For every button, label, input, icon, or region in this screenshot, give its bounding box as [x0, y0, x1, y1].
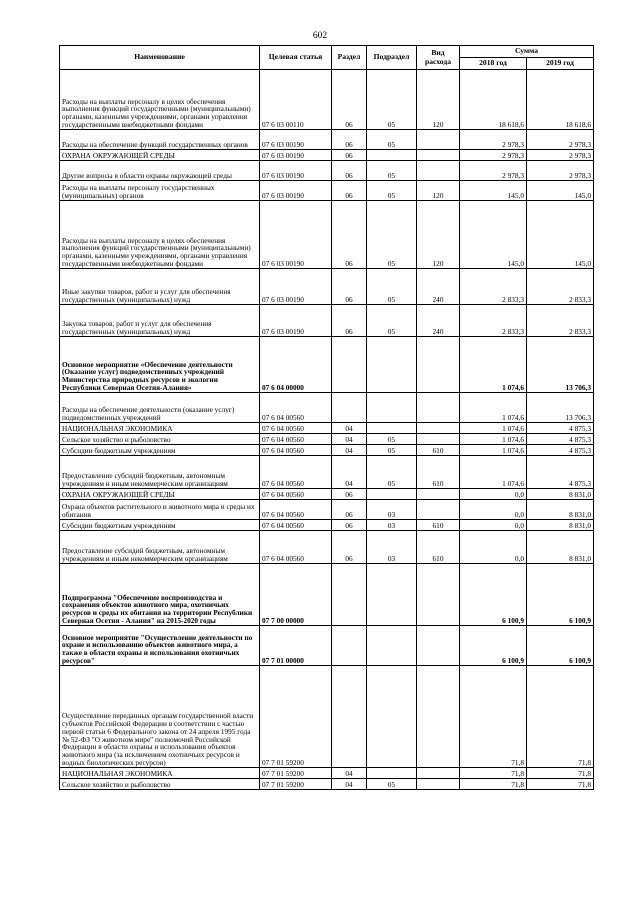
table-row	[60, 626, 594, 666]
cell-2018: 71,8	[460, 768, 527, 779]
header-2018: 2018 год	[460, 58, 527, 70]
cell-target: 07 6 03 00190	[260, 150, 332, 161]
cell-2018: 0,0	[460, 531, 527, 564]
table-row	[60, 445, 594, 456]
cell-subsection: 05	[367, 130, 417, 150]
cell-name: НАЦИОНАЛЬНАЯ ЭКОНОМИКА	[60, 423, 260, 434]
cell-subsection	[367, 626, 417, 666]
cell-target: 07 6 03 00190	[260, 161, 332, 181]
cell-name: Расходы на обеспечение деятельности (оказание услуг) подведомственных учреждений	[60, 393, 260, 423]
cell-vid: 240	[417, 269, 460, 305]
cell-target: 07 6 03 00190	[260, 269, 332, 305]
table-row	[60, 520, 594, 531]
cell-2018: 1 074,6	[460, 423, 527, 434]
cell-name: Расходы на выплаты персоналу государственных (муниципальных) органов	[60, 181, 260, 201]
cell-name: Субсидии бюджетным учреждениям	[60, 445, 260, 456]
cell-2019: 71,8	[527, 779, 594, 790]
cell-vid: 240	[417, 305, 460, 337]
cell-subsection: 05	[367, 161, 417, 181]
cell-name: Расходы на выплаты персоналу в целях обеспечения выполнения функций государственными (муниципальными) органами, казенными учреждениями, органами управления государственными внебюджетными фондами	[60, 70, 260, 130]
cell-section: 06	[332, 520, 367, 531]
cell-section: 06	[332, 181, 367, 201]
cell-2019: 8 831,0	[527, 520, 594, 531]
cell-target: 07 6 04 00560	[260, 500, 332, 520]
cell-2019: 2 833,3	[527, 305, 594, 337]
cell-subsection	[367, 768, 417, 779]
cell-vid	[417, 393, 460, 423]
cell-2018: 1 074,6	[460, 393, 527, 423]
cell-2019: 8 831,0	[527, 500, 594, 520]
cell-2018: 145,0	[460, 181, 527, 201]
cell-target: 07 7 01 00000	[260, 626, 332, 666]
cell-name: Охрана объектов растительного и животного мира и среды их обитания	[60, 500, 260, 520]
cell-target: 07 6 04 00000	[260, 337, 332, 393]
cell-section: 04	[332, 779, 367, 790]
cell-2019: 2 978,3	[527, 130, 594, 150]
cell-2019: 6 100,9	[527, 626, 594, 666]
cell-name: Иные закупки товаров, работ и услуг для обеспечения государственных (муниципальных) нужд	[60, 269, 260, 305]
cell-vid	[417, 768, 460, 779]
cell-name: Предоставление субсидий бюджетным, автономным учреждениям и иным некоммерческим организациям	[60, 456, 260, 489]
cell-target: 07 6 03 00190	[260, 305, 332, 337]
cell-target: 07 6 04 00560	[260, 520, 332, 531]
cell-name: Расходы на выплаты персоналу в целях обеспечения выполнения функций государственными (муниципальными) органами, казенными учреждениями, органами управления государственными внебюджетными фондами	[60, 201, 260, 269]
cell-vid	[417, 434, 460, 445]
cell-2018: 1 074,6	[460, 456, 527, 489]
table-row	[60, 531, 594, 564]
cell-subsection: 05	[367, 70, 417, 130]
header-section: Раздел	[332, 46, 367, 70]
cell-target: 07 7 01 59200	[260, 779, 332, 790]
cell-target: 07 6 04 00560	[260, 434, 332, 445]
cell-2019: 6 100,9	[527, 564, 594, 626]
cell-section	[332, 626, 367, 666]
cell-subsection	[367, 337, 417, 393]
cell-name: Основное мероприятие "Осуществление деятельности по охране и использованию объектов животного мира, а также в области охраны и использования охотничьих ресурсов"	[60, 626, 260, 666]
cell-target: 07 7 01 59200	[260, 666, 332, 768]
cell-section: 04	[332, 423, 367, 434]
cell-vid: 610	[417, 520, 460, 531]
cell-vid	[417, 423, 460, 434]
cell-subsection: 05	[367, 445, 417, 456]
header-name: Наименование	[60, 46, 260, 70]
cell-subsection: 05	[367, 181, 417, 201]
table-row	[60, 201, 594, 269]
table-row	[60, 269, 594, 305]
cell-2018: 71,8	[460, 666, 527, 768]
cell-vid: 610	[417, 456, 460, 489]
cell-target: 07 7 00 00000	[260, 564, 332, 626]
cell-section	[332, 393, 367, 423]
table-row	[60, 564, 594, 626]
cell-section: 06	[332, 305, 367, 337]
cell-name: НАЦИОНАЛЬНАЯ ЭКОНОМИКА	[60, 768, 260, 779]
cell-2018: 1 074,6	[460, 337, 527, 393]
cell-target: 07 6 03 00190	[260, 130, 332, 150]
table-row	[60, 70, 594, 130]
cell-vid: 120	[417, 181, 460, 201]
cell-vid	[417, 489, 460, 500]
cell-section	[332, 666, 367, 768]
cell-vid: 610	[417, 531, 460, 564]
cell-section: 06	[332, 531, 367, 564]
cell-section: 06	[332, 500, 367, 520]
table-row	[60, 489, 594, 500]
cell-2019: 71,8	[527, 768, 594, 779]
cell-vid	[417, 564, 460, 626]
cell-subsection: 05	[367, 305, 417, 337]
cell-name: Предоставление субсидий бюджетным, автономным учреждениям и иным некоммерческим организациям	[60, 531, 260, 564]
cell-2019: 4 875,3	[527, 423, 594, 434]
cell-name: ОХРАНА ОКРУЖАЮЩЕЙ СРЕДЫ	[60, 489, 260, 500]
cell-2018: 0,0	[460, 489, 527, 500]
table-row	[60, 423, 594, 434]
cell-2018: 71,8	[460, 779, 527, 790]
cell-2018: 0,0	[460, 520, 527, 531]
header-2019: 2019 год	[527, 58, 594, 70]
table-row	[60, 305, 594, 337]
header-sum: Сумма	[460, 46, 594, 58]
cell-section	[332, 337, 367, 393]
cell-section: 06	[332, 161, 367, 181]
table-row	[60, 161, 594, 181]
header-target: Целевая статья	[260, 46, 332, 70]
cell-2019: 145,0	[527, 201, 594, 269]
cell-section: 06	[332, 269, 367, 305]
cell-vid	[417, 666, 460, 768]
cell-2018: 2 978,3	[460, 161, 527, 181]
cell-target: 07 6 03 00190	[260, 181, 332, 201]
cell-name: Субсидии бюджетным учреждениям	[60, 520, 260, 531]
cell-subsection: 05	[367, 434, 417, 445]
budget-table	[59, 45, 594, 790]
cell-2018: 1 074,6	[460, 434, 527, 445]
cell-2019: 8 831,0	[527, 489, 594, 500]
cell-vid: 120	[417, 70, 460, 130]
cell-subsection: 03	[367, 531, 417, 564]
cell-2018: 6 100,9	[460, 626, 527, 666]
cell-subsection: 03	[367, 500, 417, 520]
page-number: 602	[312, 31, 328, 41]
header-subsection: Подраздел	[367, 46, 417, 70]
cell-section: 06	[332, 130, 367, 150]
cell-subsection: 05	[367, 779, 417, 790]
cell-name: Основное мероприятие «Обеспечение деятельности (Оказание услуг) подведомственных учреждений Министерства природных ресурсов и экологии Республики Северная Осетия-Алания»	[60, 337, 260, 393]
cell-subsection: 05	[367, 456, 417, 489]
cell-2019: 2 833,3	[527, 269, 594, 305]
cell-subsection	[367, 393, 417, 423]
cell-subsection: 03	[367, 520, 417, 531]
cell-name: Закупка товаров, работ и услуг для обеспечения государственных (муниципальных) нужд	[60, 305, 260, 337]
cell-2019: 71,8	[527, 666, 594, 768]
cell-2019: 13 706,3	[527, 337, 594, 393]
cell-2019: 4 875,3	[527, 456, 594, 489]
cell-2018: 2 978,3	[460, 150, 527, 161]
cell-2019: 8 831,0	[527, 531, 594, 564]
cell-2019: 18 618,6	[527, 70, 594, 130]
cell-target: 07 6 04 00560	[260, 423, 332, 434]
cell-section	[332, 564, 367, 626]
cell-section: 06	[332, 489, 367, 500]
cell-section: 06	[332, 150, 367, 161]
cell-name: Подпрограмма "Обеспечение воспроизводства и сохранения объектов животного мира, охотничьих ресурсов и среды их обитания на территории Республики Северная Осетия - Алания" на 2015-2020 годы	[60, 564, 260, 626]
cell-name: Сельское хозяйство и рыболовство	[60, 434, 260, 445]
cell-2018: 6 100,9	[460, 564, 527, 626]
cell-section: 04	[332, 445, 367, 456]
table-row	[60, 181, 594, 201]
cell-target: 07 6 04 00560	[260, 456, 332, 489]
cell-vid	[417, 779, 460, 790]
cell-vid	[417, 626, 460, 666]
cell-2019: 13 706,3	[527, 393, 594, 423]
cell-2019: 145,0	[527, 181, 594, 201]
cell-2018: 2 833,3	[460, 305, 527, 337]
cell-vid	[417, 150, 460, 161]
cell-section: 04	[332, 768, 367, 779]
cell-2018: 2 833,3	[460, 269, 527, 305]
cell-2018: 18 618,6	[460, 70, 527, 130]
cell-target: 07 6 03 00110	[260, 70, 332, 130]
table-row	[60, 434, 594, 445]
table-row	[60, 779, 594, 790]
cell-2019: 2 978,3	[527, 161, 594, 181]
cell-2019: 4 875,3	[527, 445, 594, 456]
cell-vid	[417, 337, 460, 393]
cell-subsection: 05	[367, 269, 417, 305]
cell-section: 06	[332, 70, 367, 130]
cell-section: 04	[332, 434, 367, 445]
table-row	[60, 393, 594, 423]
table-row	[60, 337, 594, 393]
cell-name: Другие вопросы в области охраны окружающей среды	[60, 161, 260, 181]
cell-name: Осуществление переданных органам государственной власти субъектов Российской Федерации в соответствии с частью первой статьи 6 Федерального закона от 24 апреля 1995 года № 52-ФЗ "О животном мире" полномочий Российской Федерации в области охраны и использования объектов животного мира (за исключением охотничьих ресурсов и водных биологических ресурсов)	[60, 666, 260, 768]
cell-subsection	[367, 489, 417, 500]
cell-2019: 2 978,3	[527, 150, 594, 161]
cell-vid	[417, 500, 460, 520]
cell-2018: 0,0	[460, 500, 527, 520]
cell-target: 07 6 04 00560	[260, 489, 332, 500]
cell-vid	[417, 130, 460, 150]
cell-section: 06	[332, 201, 367, 269]
cell-target: 07 6 03 00190	[260, 201, 332, 269]
table-row	[60, 456, 594, 489]
cell-subsection: 05	[367, 201, 417, 269]
cell-subsection	[367, 423, 417, 434]
table-row	[60, 150, 594, 161]
cell-section: 04	[332, 456, 367, 489]
cell-name: Сельское хозяйство и рыболовство	[60, 779, 260, 790]
cell-2018: 145,0	[460, 201, 527, 269]
cell-vid: 610	[417, 445, 460, 456]
table-row	[60, 768, 594, 779]
cell-name: Расходы на обеспечение функций государственных органов	[60, 130, 260, 150]
cell-vid	[417, 161, 460, 181]
cell-2019: 4 875,3	[527, 434, 594, 445]
cell-2018: 2 978,3	[460, 130, 527, 150]
cell-subsection	[367, 564, 417, 626]
cell-target: 07 7 01 59200	[260, 768, 332, 779]
cell-target: 07 6 04 00560	[260, 393, 332, 423]
cell-target: 07 6 04 00560	[260, 531, 332, 564]
cell-target: 07 6 04 00560	[260, 445, 332, 456]
cell-subsection	[367, 666, 417, 768]
cell-vid: 120	[417, 201, 460, 269]
cell-2018: 1 074,6	[460, 445, 527, 456]
cell-subsection	[367, 150, 417, 161]
table-row	[60, 666, 594, 768]
table-row	[60, 130, 594, 150]
table-row	[60, 500, 594, 520]
cell-name: ОХРАНА ОКРУЖАЮЩЕЙ СРЕДЫ	[60, 150, 260, 161]
header-vid: Вид расхода	[417, 46, 460, 70]
